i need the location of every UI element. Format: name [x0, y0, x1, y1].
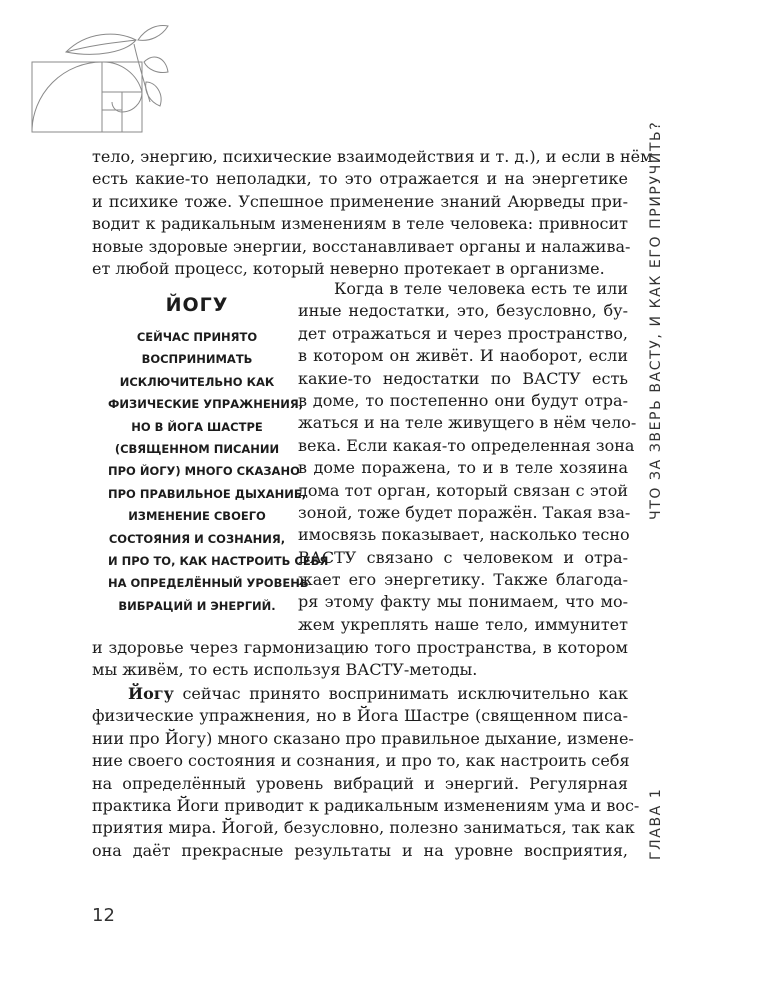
page-number: 12 — [92, 905, 115, 926]
paragraph-2-tail — [92, 637, 628, 682]
running-title: ЧТО ЗА ЗВЕРЬ ВАСТУ, И КАК ЕГО ПРИРУЧИТЬ? — [648, 120, 664, 520]
text-line: практика Йоги приводит к радикальным изменениям ума и вос- — [92, 795, 640, 815]
text-line: и психике тоже. Успешное применение знаний Аюрведы при- — [92, 191, 628, 211]
chapter-label: ГЛАВА 1 — [648, 787, 664, 860]
lead-word: Йогу — [128, 684, 174, 703]
pull-quote-line: СОСТОЯНИЯ И СОЗНАНИЯ, — [108, 531, 286, 546]
text-line: водит к радикальным изменениям в теле человека: привносит — [92, 214, 628, 234]
pull-quote-line: СЕЙЧАС ПРИНЯТО — [136, 330, 258, 344]
text-line: иные недостатки, это, безусловно, бу- — [298, 301, 628, 321]
paragraph-1 — [92, 146, 653, 280]
pull-quote-line: ПРО ПРАВИЛЬНОЕ ДЫХАНИЕ, — [108, 486, 307, 501]
text-line: жаться и на теле живущего в нём чело- — [298, 413, 637, 433]
pull-quote-line: ИЗМЕНЕНИЕ СВОЕГО — [128, 509, 266, 524]
pull-quote-line: ФИЗИЧЕСКИЕ УПРАЖНЕНИЯ, — [108, 397, 304, 412]
text-line: в доме поражена, то и в теле хозяина — [298, 458, 628, 478]
text-line: ние своего состояния и сознания, и про то, как настроить себя — [92, 751, 630, 771]
text-run: сейчас принято воспринимать исключительно как — [173, 684, 628, 703]
leaf-ornament-icon — [26, 22, 176, 140]
pull-quote-line: ВОСПРИНИМАТЬ — [141, 352, 253, 367]
text-line: есть какие-то неполадки, то это отражается и на энергетике — [92, 169, 628, 189]
text-line: зоной, тоже будет поражён. Такая вза- — [298, 502, 631, 522]
text-line: жает его энергетику. Также благода- — [298, 570, 628, 590]
paragraph-3 — [92, 683, 640, 862]
text-line — [92, 683, 628, 705]
text-line: в доме, то постепенно они будут отра- — [298, 390, 628, 410]
pull-quote-line: (СВЯЩЕННОМ ПИСАНИИ — [114, 442, 280, 457]
pull-quote-heading: ЙОГУ — [165, 294, 229, 316]
text-line: тело, энергию, психические взаимодействия и т. д.), и если в нём — [92, 147, 653, 166]
text-line: физические упражнения, но в Йога Шастре (священном писа- — [92, 706, 628, 726]
text-line: века. Если какая-то определенная зона — [298, 435, 635, 455]
text-line: новые здоровые энергии, восстанавливает органы и налажива- — [92, 236, 631, 256]
pull-quote-line: ВИБРАЦИЙ И ЭНЕРГИЙ. — [118, 598, 276, 613]
paragraph-2-column — [298, 278, 637, 636]
text-line: имосвязь показывает, насколько тесно — [298, 525, 630, 545]
text-line: в котором он живёт. И наоборот, если — [298, 346, 628, 366]
text-line: какие-то недостатки по ВАСТУ есть — [298, 368, 628, 388]
text-line: на определённый уровень вибраций и энергий. Регулярная — [92, 773, 628, 793]
text-line: дома тот орган, который связан с этой — [298, 480, 628, 500]
text-line: приятия мира. Йогой, безусловно, полезно заниматься, так как — [92, 818, 635, 838]
text-line: Когда в теле человека есть те или — [334, 279, 628, 298]
text-line: нии про Йогу) много сказано про правильное дыхание, измене- — [92, 728, 634, 748]
pull-quote-line: НА ОПРЕДЕЛЁННЫЙ УРОВЕНЬ — [108, 576, 309, 591]
pull-quote-line: И ПРО ТО, КАК НАСТРОИТЬ СЕБЯ — [108, 554, 329, 569]
text-line: ря этому факту мы понимаем, что мо- — [298, 592, 628, 612]
pull-quote-line: ИСКЛЮЧИТЕЛЬНО КАК — [119, 374, 275, 389]
text-line: дет отражаться и через пространство, — [298, 323, 628, 343]
text-line: мы живём, то есть используя ВАСТУ-методы. — [92, 660, 478, 680]
text-line: жем укреплять наше тело, иммунитет — [298, 614, 628, 634]
text-line: и здоровье через гармонизацию того пространства, в котором — [92, 638, 628, 657]
pull-quote — [108, 294, 329, 617]
text-line: она даёт прекрасные результаты и на уровне восприятия, — [92, 840, 628, 860]
pull-quote-line: НО В ЙОГА ШАСТРЕ — [131, 419, 263, 434]
pull-quote-line: ПРО ЙОГУ) МНОГО СКАЗАНО — [108, 464, 300, 479]
text-line: ВАСТУ связано с человеком и отра- — [298, 547, 628, 567]
text-line: ет любой процесс, который неверно протекает в организме. — [92, 258, 605, 278]
